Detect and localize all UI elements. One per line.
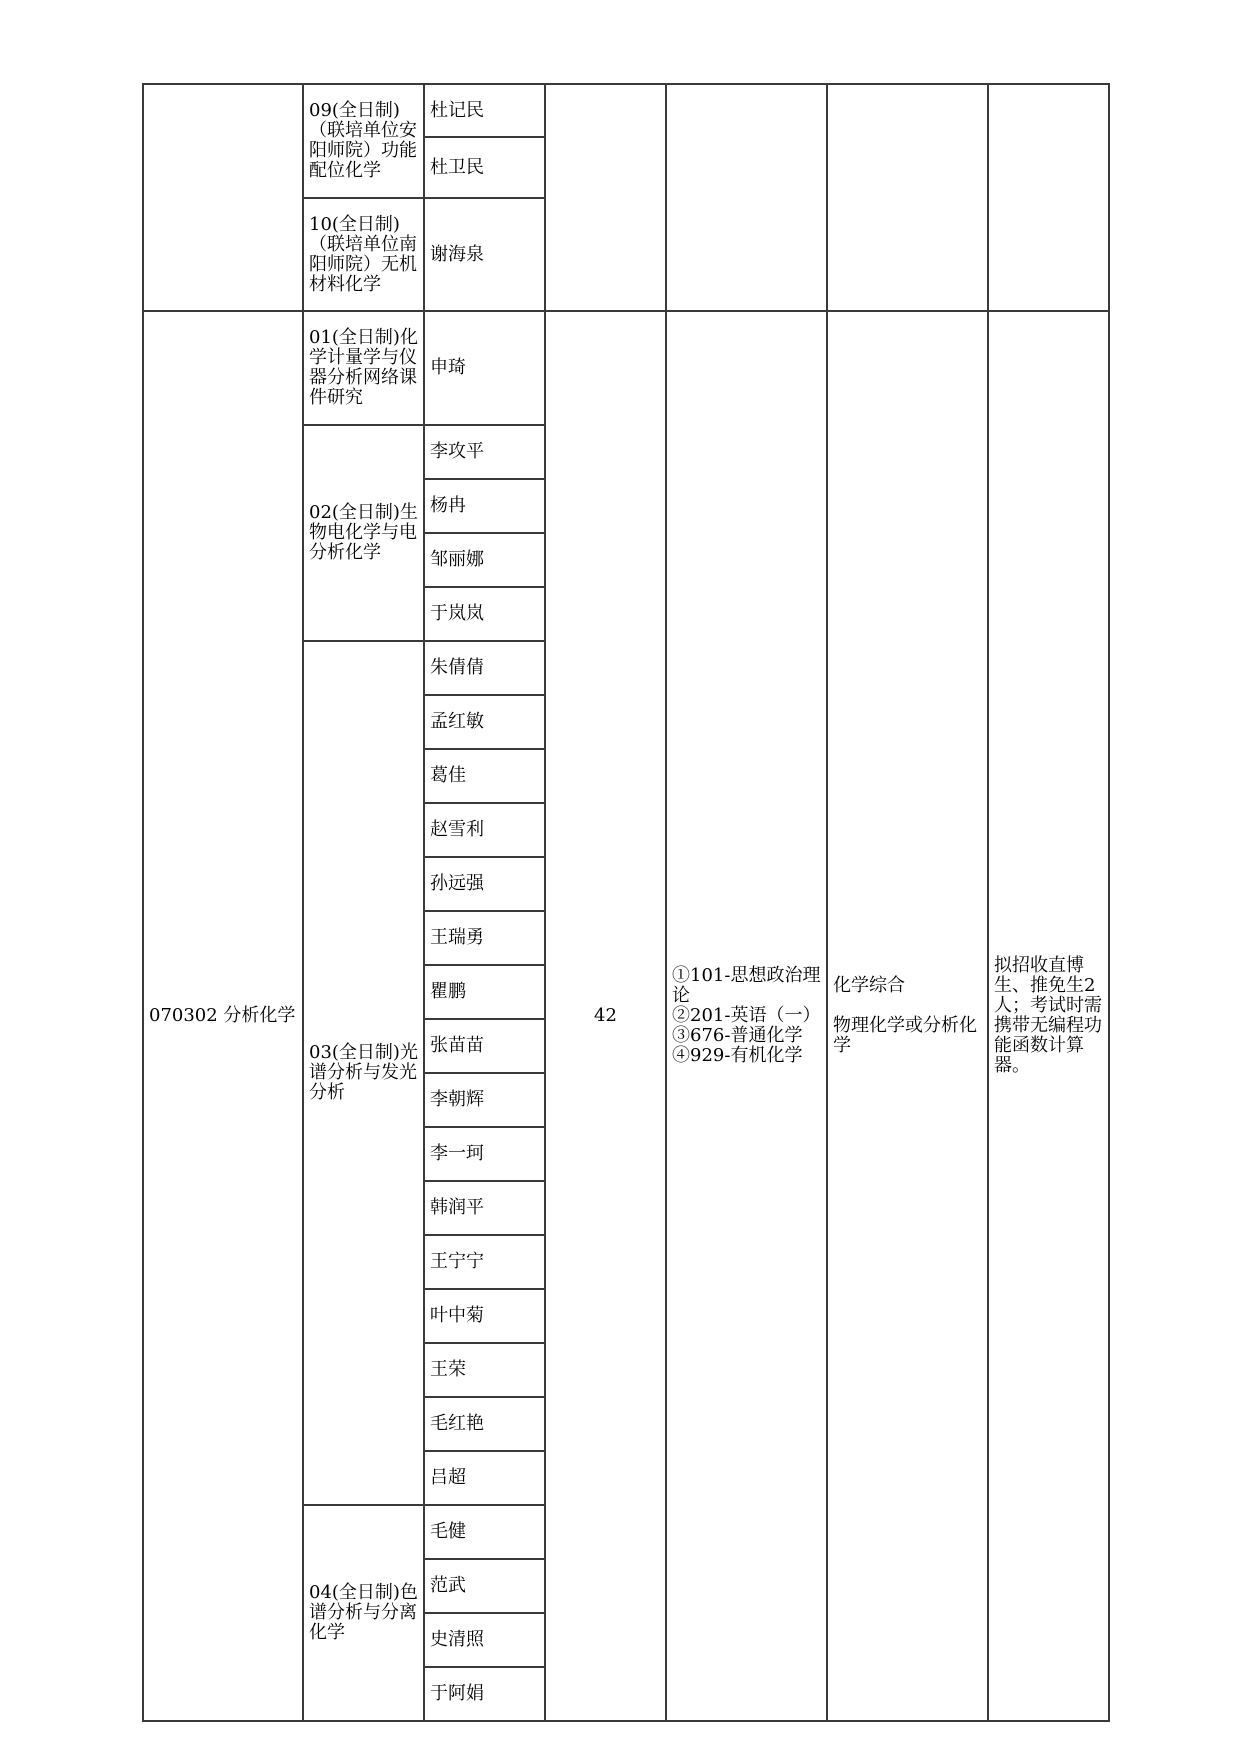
admissions-table [142,83,1110,1722]
advisor-cell: 葛佳 [424,749,545,803]
advisor-cell: 史清照 [424,1613,545,1667]
advisor-cell: 邹丽娜 [424,533,545,587]
advisor-cell: 王荣 [424,1343,545,1397]
direction-cell: 01(全日制)化学计量学与仪器分析网络课件研究 [303,311,424,425]
exams-cell-continued [666,84,827,311]
retest-cell: 化学综合 物理化学或分析化学 [827,311,988,1721]
advisor-cell: 韩润平 [424,1181,545,1235]
advisor-cell: 李攻平 [424,425,545,479]
major-name-cell: 070302 分析化学 [143,311,303,1721]
notes-cell: 拟招收直博生、推免生2人；考试时需携带无编程功能函数计算器。 [988,311,1109,1721]
direction-cell: 10(全日制)（联培单位南阳师院）无机材料化学 [303,198,424,311]
direction-cell: 02(全日制)生物电化学与电分析化学 [303,425,424,641]
retest-cell-continued [827,84,988,311]
advisor-cell: 王宁宁 [424,1235,545,1289]
advisor-cell: 叶中菊 [424,1289,545,1343]
exams-cell: ①101-思想政治理论 ②201-英语（一） ③676-普通化学 ④929-有机化学 [666,311,827,1721]
major-cell-continued [143,84,303,311]
direction-cell: 03(全日制)光谱分析与发光分析 [303,641,424,1505]
quota-cell-continued [545,84,666,311]
table-row [143,311,1109,425]
advisor-cell: 李朝辉 [424,1073,545,1127]
advisor-cell: 王瑞勇 [424,911,545,965]
advisor-cell: 毛健 [424,1505,545,1559]
advisor-cell: 瞿鹏 [424,965,545,1019]
advisor-cell: 张苗苗 [424,1019,545,1073]
advisor-cell: 赵雪利 [424,803,545,857]
advisor-cell: 杜卫民 [424,137,545,198]
advisor-cell: 杜记民 [424,84,545,137]
direction-cell: 09(全日制)（联培单位安阳师院）功能配位化学 [303,84,424,198]
advisor-cell: 吕超 [424,1451,545,1505]
advisor-cell: 朱倩倩 [424,641,545,695]
advisor-cell: 李一珂 [424,1127,545,1181]
advisor-cell: 孙远强 [424,857,545,911]
advisor-cell: 杨冉 [424,479,545,533]
advisor-cell: 于阿娟 [424,1667,545,1721]
advisor-cell: 于岚岚 [424,587,545,641]
advisor-cell: 范武 [424,1559,545,1613]
quota-cell: 42 [545,311,666,1721]
direction-cell: 04(全日制)色谱分析与分离化学 [303,1505,424,1721]
advisor-cell: 谢海泉 [424,198,545,311]
table-row [143,84,1109,137]
notes-cell-continued [988,84,1109,311]
advisor-cell: 毛红艳 [424,1397,545,1451]
advisor-cell: 申琦 [424,311,545,425]
advisor-cell: 孟红敏 [424,695,545,749]
